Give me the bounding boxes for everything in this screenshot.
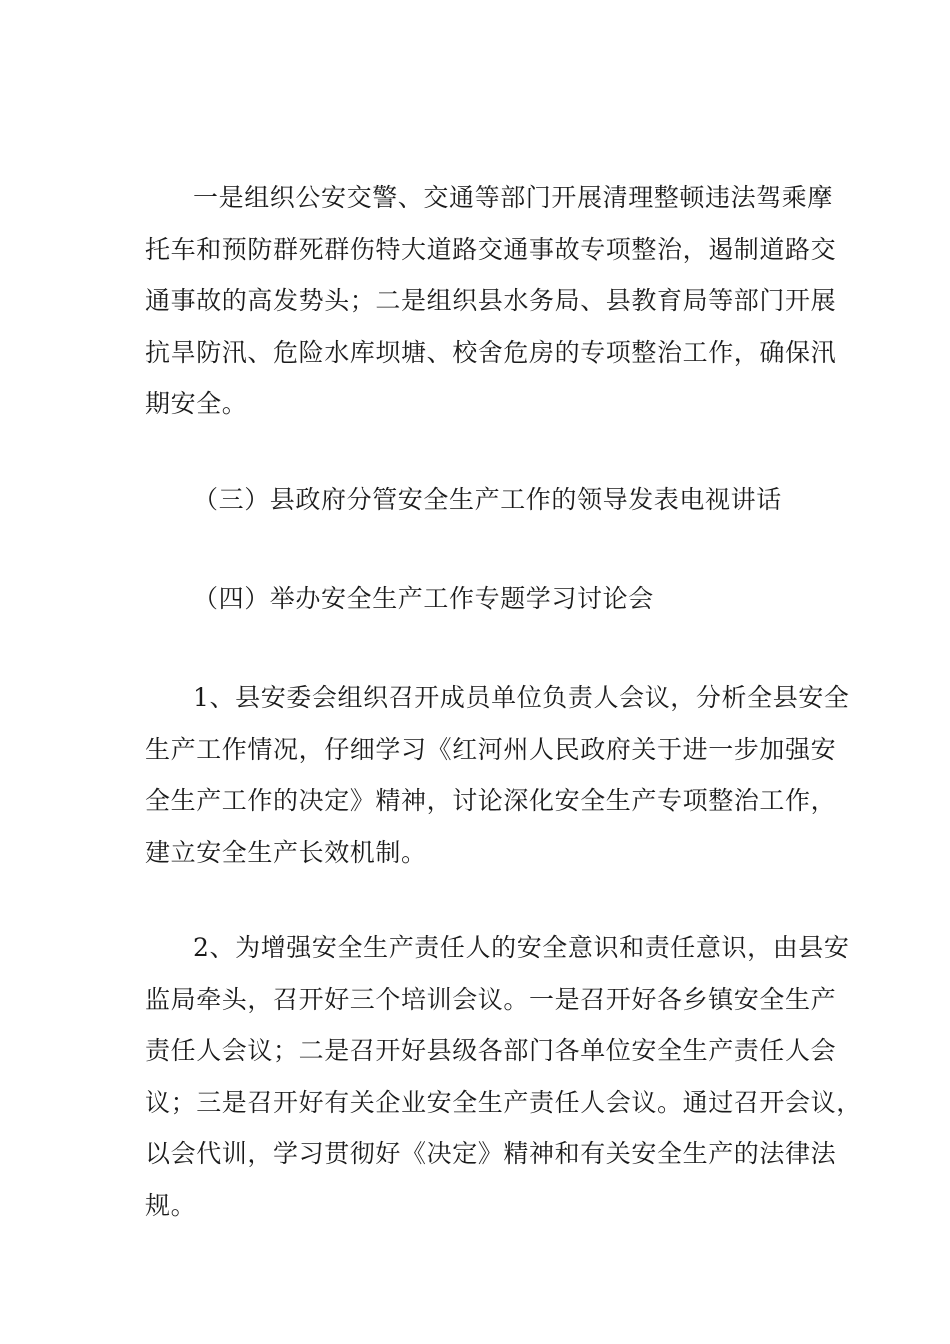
text-line: 托车和预防群死群伤特大道路交通事故专项整治，遏制道路交 (145, 234, 837, 264)
text-line: 全生产工作的决定》精神，讨论深化安全生产专项整治工作， (145, 786, 837, 815)
section-heading-4 (145, 573, 810, 625)
text-line: 一是组织公安交警、交通等部门开展清理整顿违法驾乘摩 (193, 183, 834, 212)
paragraph-item-2 (145, 922, 862, 1231)
text-line: 抗旱防汛、危险水库坝塘、校舍危房的专项整治工作，确保汛 (145, 337, 837, 367)
text-line: 通事故的高发势头；二是组织县水务局、县教育局等部门开展 (145, 286, 837, 315)
text-line: 规。 (145, 1190, 197, 1220)
section-heading-3 (145, 474, 810, 526)
text-line: 1、县安委会组织召开成员单位负责人会议，分析全县安全 (193, 683, 850, 712)
heading-text: （三）县政府分管安全生产工作的领导发表电视讲话 (193, 485, 782, 514)
paragraph-item-1 (145, 672, 850, 878)
text-line: 2、为增强安全生产责任人的安全意识和责任意识，由县安 (193, 933, 850, 962)
text-line: 建立安全生产长效机制。 (145, 837, 427, 867)
text-line: 以会代训，学习贯彻好《决定》精神和有关安全生产的法律法 (145, 1139, 837, 1168)
text-line: 议；三是召开好有关企业安全生产责任人会议。通过召开会议， (145, 1087, 862, 1117)
text-line: 生产工作情况，仔细学习《红河州人民政府关于进一步加强安 (145, 734, 837, 764)
text-line: 监局牵头，召开好三个培训会议。一是召开好各乡镇安全生产 (145, 984, 837, 1014)
text-line: 责任人会议；二是召开好县级各部门各单位安全生产责任人会 (145, 1036, 837, 1065)
heading-text: （四）举办安全生产工作专题学习讨论会 (193, 584, 654, 613)
text-line: 期安全。 (145, 389, 248, 418)
paragraph-1 (145, 172, 837, 430)
